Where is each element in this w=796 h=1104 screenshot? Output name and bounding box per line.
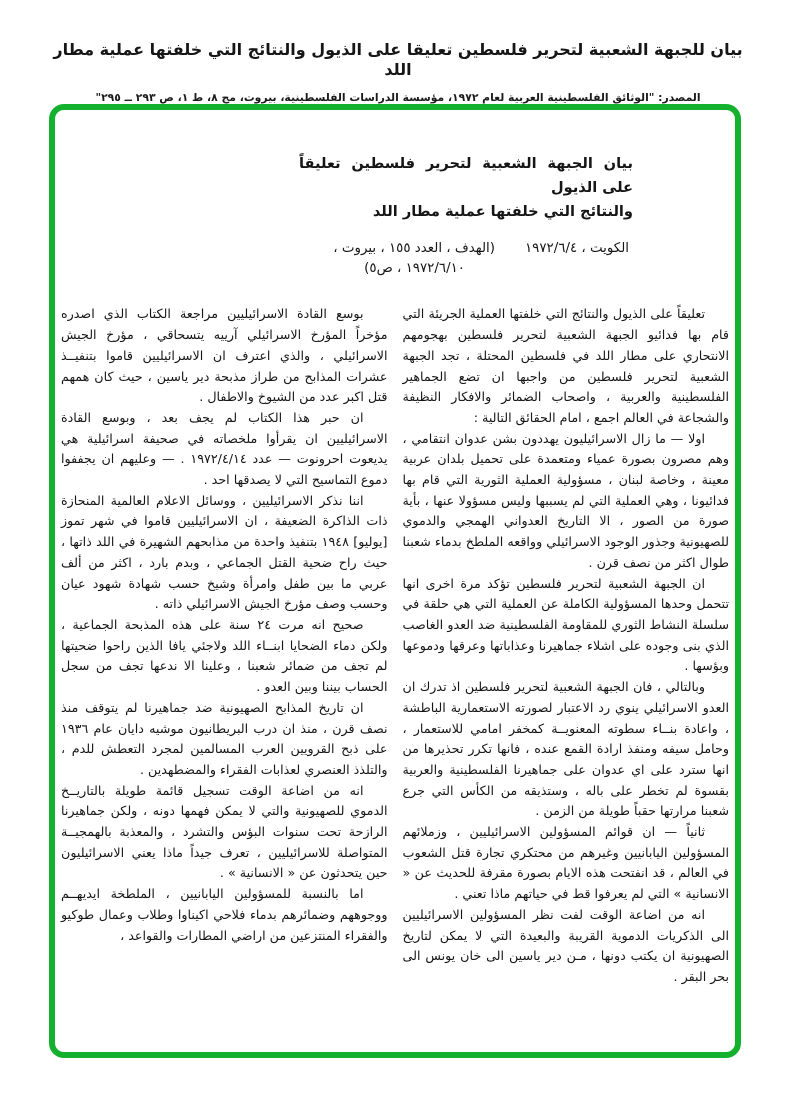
paragraph: انه من اضاعة الوقت تسجيل قائمة طويلة بالتاريــخ الدموي للصهيونية والتي لا يمكن فهمها دونه ، ولكن جماهيرنا الرازحة تحت سنوات البؤس والتشرد ، والمعذبة بالهمجيــة المتواصلة للاسرائيليين ، تعرف جيداً ماذا يعني الاسرائيليون حين يتحدثون عن « الانسانية » .: [61, 782, 388, 881]
document-heading-line1: بيان الجبهة الشعبية لتحرير فلسطين تعليقاً على الذيول: [299, 155, 633, 197]
dateline-row: [55, 224, 735, 279]
paragraph: ان حبر هذا الكتاب لم يجف بعد ، وبوسع القادة الاسرائيليين ان يقرأوا ملخصاته في صحيفة اسرائيلية هي يديعوت احرونوت — عدد ١٩٧٢/٤/١٤ . — وعليهم ان يجففوا دموع التماسيح التي لا يصدقها احد .: [61, 409, 388, 488]
publication-citation: [333, 239, 495, 279]
paragraph: تعليقاً على الذيول والنتائج التي خلفتها العملية الجريئة التي قام بها فدائيو الجبهة الشعبية لتحرير فلسطين بهجومهم الانتحاري على مطار اللد في فلسطين المحتلة ، تجد الجبهة الشعبية لتحرير فلسطين من واجبها ان تضع الجماهير الفلسطينية والعربية ، واصحاب الضمائر والافكار النظيفة والشجاعة في العالم اجمع ، امام الحقائق التالية :: [402, 306, 729, 425]
text-columns: [55, 304, 735, 987]
paragraph: ثانياً — ان قوائم المسؤولين الاسرائيليين ، وزملائهم المسؤولين اليابانيين وغيرهم من محتكري تجارة قتل الشعوب في العالم ، قد انفتحت هذه الايام بصورة مقرفة للحديث عن « الانسانية » التي لم يعرفوا قط في حياتهم ماذا تعني .: [402, 824, 729, 902]
citation-line2: ١٩٧٢/٦/١٠ ، ص٥): [364, 261, 465, 277]
paragraph: بوسع القادة الاسرائيليين مراجعة الكتاب الذي اصدره مؤخراً المؤرخ الاسرائيلي آرييه يتسحاقي ، مؤرخ الجيش الاسرائيلي ، والذي اعترف ان الاسرائيليين قاموا بتنفيــذ عشرات المذابح من طراز مذبحة دير ياسين ، حيث كان همهم قتل اكبر عدد من الشيوخ والاطفال .: [61, 306, 388, 405]
paragraph: اننا نذكر الاسرائيليين ، ووسائل الاعلام العالمية المنحازة ذات الذاكرة الضعيفة ، ان الاسرائيليين قاموا في شهر تموز [يوليو] ١٩٤٨ بتنفيذ واحدة من مذابحهم الشهيرة في اللد ذاتها ، حيث راح ضحية القتل الجماعي ، وبدم بارد ، اكثر من ألف عربي ما بين طفل وامرأة وشيخ حسب شهادة شهود عيان وحسب وصف مؤرخ الجيش الاسرائيلي ذاته .: [61, 492, 388, 612]
citation-line1: (الهدف ، العدد ١٥٥ ، بيروت ،: [333, 241, 495, 257]
document-heading-line2: والنتائج التي خلفتها عملية مطار اللد: [372, 203, 633, 221]
paragraph: صحيح انه مرت ٢٤ سنة على هذه المذبحة الجماعية ، ولكن دماء الضحايا ابنــاء اللد ولاجئي يافا الذين راحوا ضحيتها لم تجف من ضمائر شعبنا ، وعلينا الا ندعها تجف من سجل الحساب بيننا وبين العدو .: [61, 617, 388, 695]
document-heading: [299, 152, 633, 224]
paragraph: اما بالنسبة للمسؤولين اليابانيين ، الملطخة ايديهــم ووجوههم وضمائرهم بدماء فلاحي اكيناوا وطلاب وعمال طوكيو والفقراء المنتزعين من اراضي المطارات والقواعد ،: [61, 886, 388, 943]
paragraph: اولا — ما زال الاسرائيليون يهددون بشن عدوان انتقامي ، وهم مصرون بصورة عمياء ومتعمدة على تحميل بلدان عربية معينة ، وخاصة لبنان ، مسؤولية العملية الثورية التي قام بها فدائيونا ، وهي العملية التي لم يسببها وليس مسؤولا عنها ، بأية صورة من الصور ، الا التاريخ العدواني الهمجي والدموي للصهيونية وجذور الوجود الاسرائيلي وواقعه الملطخ بدماء شعبنا طوال اكثر من نصف قرن .: [402, 430, 729, 570]
paragraph: وبالتالي ، فان الجبهة الشعبية لتحرير فلسطين اذ تدرك ان العدو الاسرائيلي ينوي رد الاعتبار لصورته الاستعمارية الباطشة ، واعادة بنــاء سطوته المعنويــة كمخفر امامي للاستعمار ، وحامل سيفه ومنفذ ارادة القمع عنده ، فانها تكرر تحذيرها من انها سترد على اي عدوان على جماهيرنا الفلسطينية والعربية بقسوة لم تخطر على باله ، وستذيقه من الكأس التي جرع شعبنا مرارتها حقباً طويلة من الزمن .: [402, 679, 729, 819]
source-citation: المصدر: "الوثائق الفلسطينية العربية لعام ١٩٧٢، مؤسسة الدراسات الفلسطينية، بيروت، مج ٨، ط ١، ص ٢٩٣ ــ ٢٩٥": [95, 91, 701, 104]
paragraph: انه من اضاعة الوقت لفت نظر المسؤولين الاسرائيليين الى الذكريات الدموية القريبة والبعيدة التي لا يمكن لتاريخ الصهيونية ان يكتب دونها ، مـن دير ياسين الى خان يونس الى بحر البقر .: [402, 906, 729, 984]
column-left: [61, 304, 388, 987]
paragraph: ان تاريخ المذابح الصهيونية ضد جماهيرنا لم يتوقف منذ نصف قرن ، منذ ان درب البريطانيون موشيه دايان عام ١٩٣٦ على ذبح القرويين العرب المسالمين لمجرد التعطش للدم ، والتلذذ العنصري لعذابات الفقراء والمضطهدين .: [61, 699, 388, 777]
column-right: [403, 304, 730, 987]
paragraph: ان الجبهة الشعبية لتحرير فلسطين تؤكد مرة اخرى انها تتحمل وحدها المسؤولية الكاملة عن العملية التي هي حلقة في سلسلة النشاط الثوري للمقاومة الفلسطينية ضد العدو الغاصب الذي بنى وجوده على اشلاء جماهيرنا وعذاباتها وعرقها ودموعها وبؤسها .: [402, 575, 729, 674]
document-frame: [49, 104, 741, 1058]
page-title: بيان للجبهة الشعبية لتحرير فلسطين تعليقا على الذيول والنتائج التي خلفتها عملية مطار اللد: [53, 40, 743, 79]
dateline-place-date: الكويت ، ١٩٧٢/٦/٤: [524, 241, 629, 257]
